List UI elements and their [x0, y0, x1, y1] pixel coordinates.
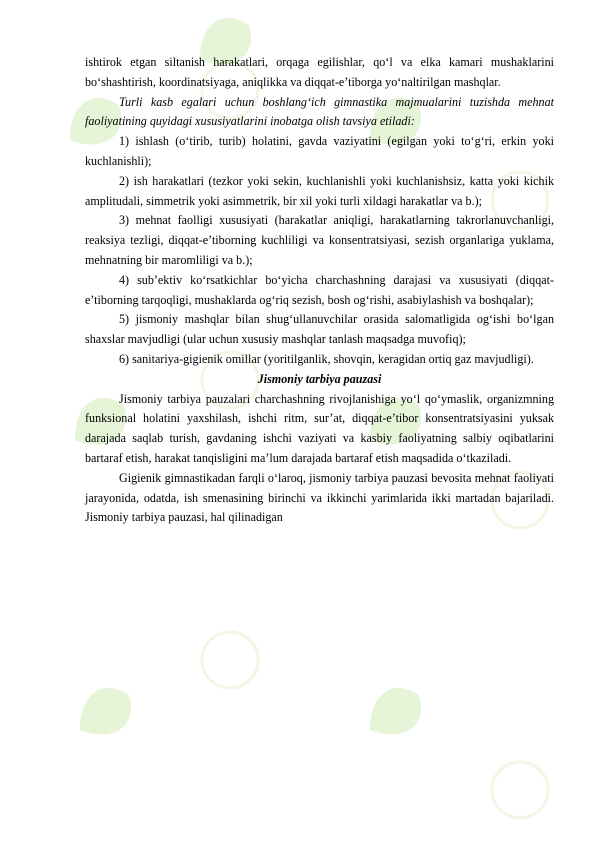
paragraph-intro-italic: Turli kasb egalari uchun boshlang‘ich gimnastika majmualarini tuzishda mehnat faoliyatining quyidagi xususiyatlarini inobatga olish tavsiya etiladi: — [85, 94, 554, 129]
watermark-circle-icon — [492, 762, 548, 818]
list-item-4: 4) sub’ektiv ko‘rsatkichlar bo‘yicha charchashning darajasi va xususiyati (diqqat-e’tiborning tarqoqligi, mushaklarda og‘riq sezish, bosh og‘rishi, asabiylashish va boshqalar); — [85, 272, 554, 307]
paragraph-pause-timing: Gigienik gimnastikadan farqli o‘laroq, jismoniy tarbiya pauzasi bevosita mehnat faoliyati jarayonida, odatda, ish smenasining birinchi va ikkinchi yarimlarida ikki martadan bajariladi. Jismoniy tarbiya pauzasi, hal qilinadigan — [85, 470, 554, 525]
list-item-1: 1) ishlash (o‘tirib, turib) holatini, gavda vaziyatini (egilgan yoki to‘g‘ri, erkin yoki kuchlanishli); — [85, 134, 554, 168]
watermark-leaf-icon — [357, 677, 432, 748]
watermark-leaf-icon — [67, 677, 142, 748]
list-item-3: 3) mehnat faolligi xususiyati (harakatlar aniqligi, harakatlarning takrorlanuvchanligi, reaksiya tezligi, diqqat-e’tiborning kuchliligi va konsentratsiyasi, sezish organlariga yuklama, mehnatning bir maromliligi va b.); — [85, 213, 554, 267]
list-item-5: 5) jismoniy mashqlar bilan shug‘ullanuvchilar orasida salomatligida og‘ishi bo‘lgan shaxslar mavjudligi (ular uchun xususiy mashqlar tanlash maqsadga muvofiq); — [85, 312, 554, 347]
watermark-circle-icon — [202, 632, 258, 688]
paragraph-continuation: ishtirok etgan siltanish harakatlari, orqaga egilishlar, qo‘l va elka kamari mushaklarini bo‘shashtirish, koordinatsiyaga, aniqlikka va diqqat-e’tiborga yo‘naltirilgan mashqlar. — [85, 55, 554, 89]
section-heading: Jismoniy tarbiya pauzasi — [257, 371, 382, 386]
paragraph-pause-purpose: Jismoniy tarbiya pauzalari charchashning rivojlanishiga yo‘l qo‘ymaslik, organizmning funksional holatini yaxshilash, ishchi ritm, sur’at, diqqat-e’tibor konsentratsiyasini yuksak darajada saqlab turish, gavdaning ishchi vaziyati va kasbiy faoliyatning salbiy oqibatlarini bartaraf etish, harakat tanqisligini ma’lum darajada bartaraf etish maqsadida o‘tkaziladi. — [85, 391, 554, 465]
document-body — [85, 53, 554, 528]
list-item-6: 6) sanitariya-gigienik omillar (yoritilganlik, shovqin, keragidan ortiq gaz mavjudligi). — [119, 351, 534, 366]
list-item-2: 2) ish harakatlari (tezkor yoki sekin, kuchlanishli yoki kuchlanishsiz, katta yoki kichik amplitudali, simmetrik yoki asimmetrik, bir xil yoki turli xildagi harakatlar va b.); — [85, 173, 554, 208]
